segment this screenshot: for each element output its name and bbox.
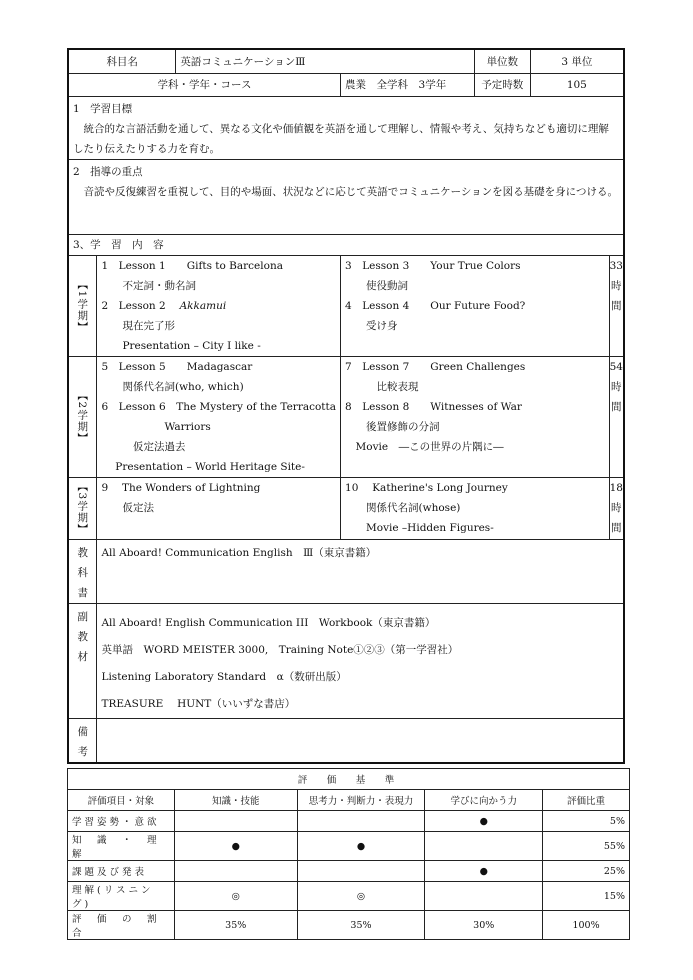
eval-weight: 25% [543, 861, 630, 882]
hours-label: 予定時数 [474, 73, 530, 96]
eval-cell: ◎ [174, 882, 297, 911]
goal-text: 統合的な言語活動を通して、異なる文化や価値観を英語を通して理解し、情報や考え、気持ちなども適切に理解したり伝えたりする力を育む。 [73, 122, 609, 155]
eval-cell: 30% [425, 911, 543, 940]
eval-header: 評価比重 [543, 790, 630, 811]
course-value: 農業 全学科 3学年 [341, 73, 475, 96]
material-item: 英単語 WORD MEISTER 3000, Training Note①②③（第一学習社） [101, 643, 459, 656]
term-left: 1 Lesson 1 Gifts to Barcelona 不定詞・動名詞 2 Lesson 2 Akkamui 現在完了形 Presentation – City I like - [97, 255, 341, 356]
eval-row-label: 理解(リスニング) [68, 882, 175, 911]
eval-weight: 100% [543, 911, 630, 940]
eval-weight: 55% [543, 832, 630, 861]
evaluation-title: 評 価 基 準 [68, 769, 630, 790]
eval-cell: ● [425, 811, 543, 832]
focus-title: 2 指導の重点 [73, 165, 143, 178]
eval-weight: 15% [543, 882, 630, 911]
materials-label: 副教材 [68, 603, 97, 718]
term-row [68, 255, 624, 356]
eval-row-label: 学習姿勢・意欲 [68, 811, 175, 832]
eval-cell [174, 811, 297, 832]
credits-value: 3 単位 [530, 49, 624, 73]
term-left: 5 Lesson 5 Madagascar 関係代名詞(who, which) 6 Lesson 6 The Mystery of the Terracotta Warriors 仮定法過去 Presentation – World Heritage Site- [97, 356, 341, 477]
material-item: All Aboard! English Communication III Workbook（東京書籍） [101, 616, 436, 629]
eval-row [68, 811, 630, 832]
term-row [68, 477, 624, 539]
materials-list [97, 603, 624, 718]
eval-cell: 35% [297, 911, 425, 940]
term-label: 【3学期】 [68, 477, 97, 539]
focus-text: 音読や反復練習を重視して、目的や場面、状況などに応じて英語でコミュニケーションを図る基礎を身につける。 [73, 185, 618, 198]
textbook-label: 教科書 [68, 539, 97, 603]
eval-row [68, 861, 630, 882]
evaluation-table [67, 768, 630, 940]
eval-cell [174, 861, 297, 882]
course-label: 学科・学年・コース [68, 73, 341, 96]
term-left: 9 The Wonders of Lightning 仮定法 [97, 477, 341, 539]
eval-row [68, 882, 630, 911]
subject-value: 英語コミュニケーションⅢ [176, 49, 475, 73]
eval-cell: ● [425, 861, 543, 882]
material-item: Listening Laboratory Standard α（数研出版） [101, 670, 347, 683]
eval-cell [425, 832, 543, 861]
focus-section [68, 159, 624, 234]
eval-header: 評価項目・対象 [68, 790, 175, 811]
eval-cell: 35% [174, 911, 297, 940]
eval-cell [297, 861, 425, 882]
term-right: 3 Lesson 3 Your True Colors 使役動詞 4 Lesson 4 Our Future Food? 受け身 [341, 255, 610, 356]
term-hours: 54 時 間 [609, 356, 624, 477]
eval-header: 学びに向かう力 [425, 790, 543, 811]
eval-header: 知識・技能 [174, 790, 297, 811]
eval-row-label: 評 価 の 割 合 [68, 911, 175, 940]
eval-cell: ● [297, 832, 425, 861]
term-row [68, 356, 624, 477]
hours-value: 105 [530, 73, 624, 96]
term-hours: 33 時 間 [609, 255, 624, 356]
syllabus-table [67, 48, 625, 764]
eval-header: 思考力・判断力・表現力 [297, 790, 425, 811]
term-label: 【1学期】 [68, 255, 97, 356]
eval-row-label: 課題及び発表 [68, 861, 175, 882]
material-item: TREASURE HUNT（いいずな書店） [101, 697, 296, 710]
subject-label: 科目名 [68, 49, 176, 73]
eval-cell: ● [174, 832, 297, 861]
term-right: 7 Lesson 7 Green Challenges 比較表現 8 Lesson 8 Witnesses of War 後置修飾の分詞 Movie ―この世界の片隅に― [341, 356, 610, 477]
textbook-value: All Aboard! Communication English Ⅲ（東京書籍） [97, 539, 624, 603]
eval-cell: ◎ [297, 882, 425, 911]
eval-row [68, 832, 630, 861]
remarks-value [97, 718, 624, 763]
remarks-label: 備考 [68, 718, 97, 763]
eval-cell [425, 882, 543, 911]
eval-cell [297, 811, 425, 832]
term-label: 【2学期】 [68, 356, 97, 477]
term-hours: 18 時 間 [609, 477, 624, 539]
goal-title: 1 学習目標 [73, 102, 133, 115]
goal-section [68, 96, 624, 159]
eval-row-label: 知 識 ・ 理 解 [68, 832, 175, 861]
eval-row [68, 911, 630, 940]
eval-weight: 5% [543, 811, 630, 832]
content-title: 3、学 習 内 容 [68, 234, 624, 255]
term-right: 10 Katherine's Long Journey 関係代名詞(whose) Movie –Hidden Figures- [341, 477, 610, 539]
credits-label: 単位数 [474, 49, 530, 73]
